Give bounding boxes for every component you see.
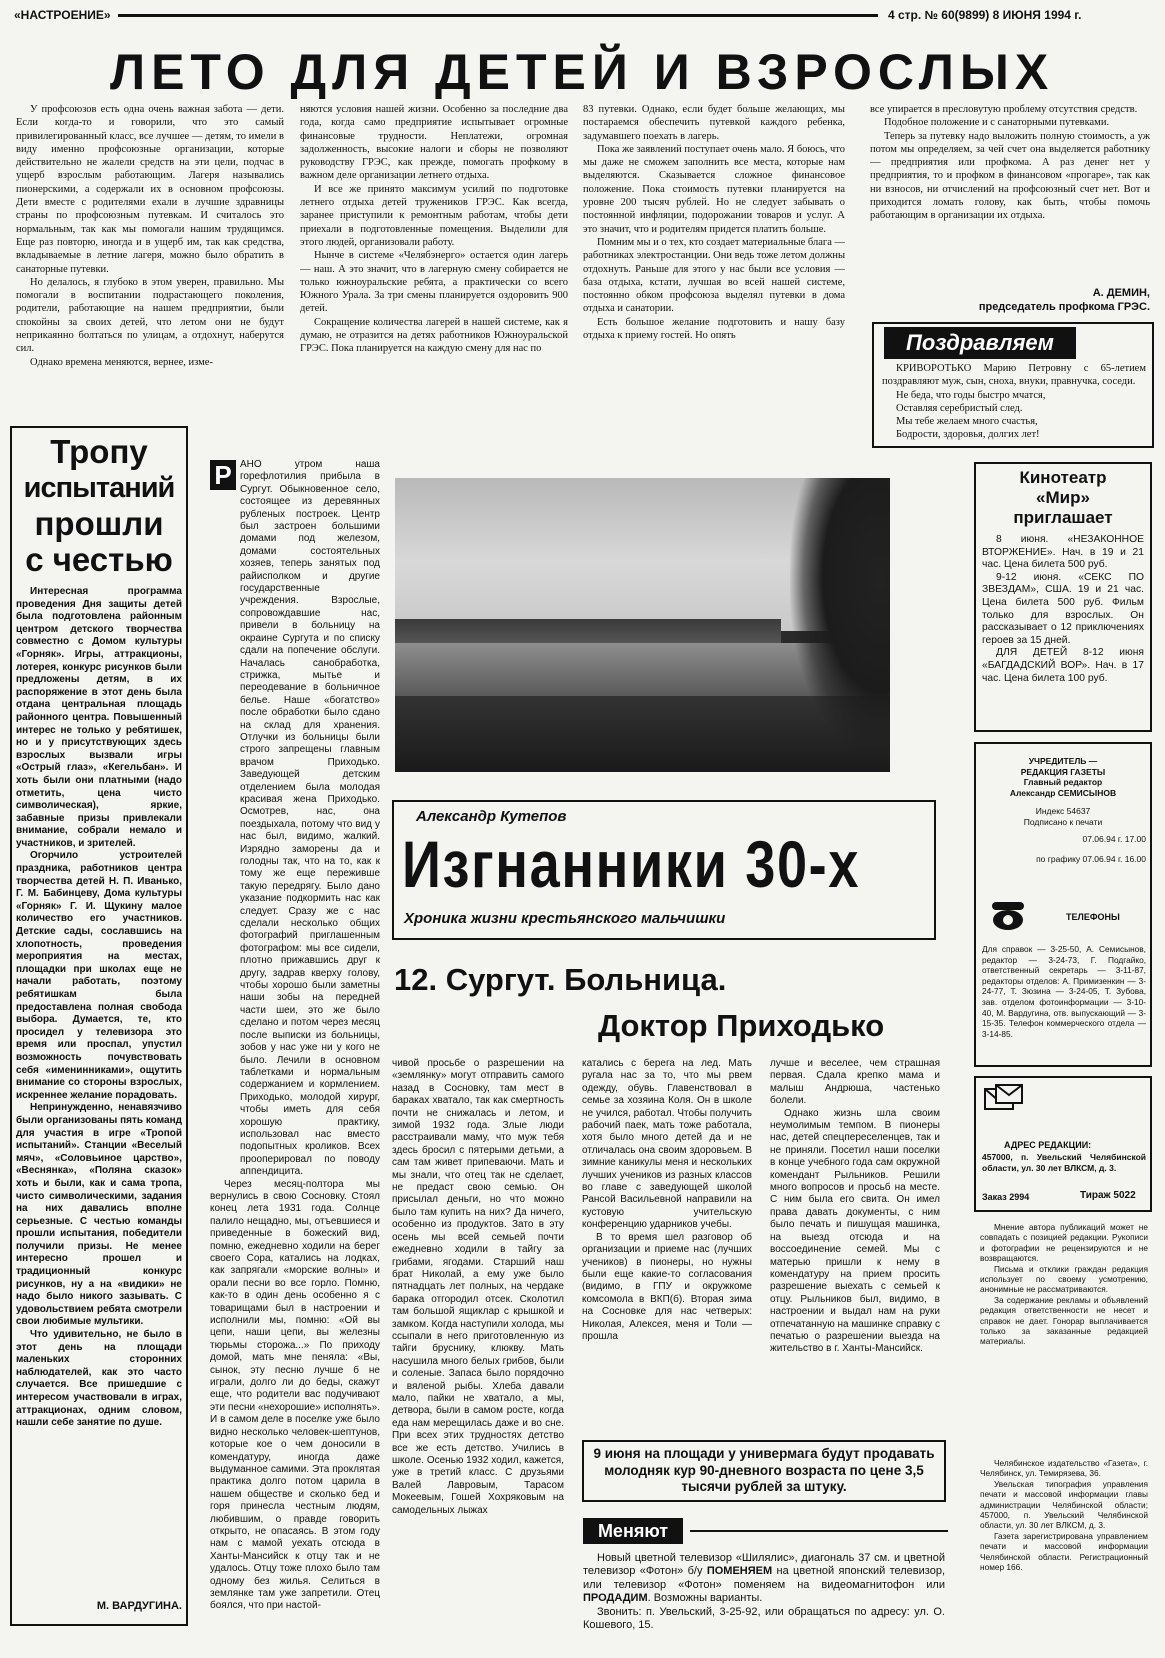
print-run: Тираж 5022 [1080,1190,1136,1201]
publisher-line: Газета зарегистрирована управлением печати и массовой информации Челябинской области. Регистрационный номер 166. [980,1530,1148,1573]
series-title: Изгнанники 30-х [402,827,861,901]
address-title: АДРЕС РЕДАКЦИИ: [1004,1140,1092,1150]
ad-chicks-text: 9 июня на площади у универмага будут продавать молодняк кур 90-дневного возраста по цене 3,5 тысячи рублей за штуку. [593,1446,935,1494]
cinema-listings [982,534,1144,728]
disclaimer-line: За содержание рекламы и объявлений редакция ответственности не несет и справок не дает. Гонорар выплачивается только за заказанные редакцией материалы. [980,1294,1148,1347]
paragraph: Теперь за путевку надо выложить полную стоимость, а уж потом мы определяем, за чей счет она выделяется работнику — предприятия или профкома. А раз денег нет у предприятия, то и профком в финансовом «прогаре», так как ни взносов, ни отчислений на профсоюзный счет нет. Вот и приходится ломать голову, как быть, чтобы помочь работающим в организации их отдыха. [870,130,1150,222]
imprint-schedule: по графику 07.06.94 г. 16.00 [1036,854,1146,864]
left-article-body [16,586,182,1596]
disclaimer-line: Мнение автора публикаций может не совпадать с позицией редакции. Рукописи и фотографии не рецензируются и не возвращаются. [980,1222,1148,1264]
imprint-line: Индекс 54637 [1035,806,1091,816]
kutepov-column-a [210,459,380,1639]
paragraph: У профсоюзов есть одна очень важная забота — дети. Если когда-то и говорили, что это самый привилегированный класс, все лучшее — детям, то имели в виду именно профсоюзные организации, которые действительно не жалели средств на эти цели, подчас в ущерб взрослым работающим. Лагеря назывались пионерскими, а содержали их в основном профсоюзы. Дети вместе с родителями ехали в лучшие здравницы страны по профсоюзным путевкам. И считалось это нормальным, так как мы помогали нашим трудящимся. Еще раз повторю, иногда и в ущерб им, так как средства, вкладываемые в летние лагеря, можно было обратить в санаторные путевки. [16,104,284,275]
lead-headline: ЛЕТО ДЛЯ ДЕТЕЙ И ВЗРОСЛЫХ [110,44,1055,100]
landscape-photo [395,478,890,772]
publisher-info [980,1458,1148,1628]
paragraph: Непринужденно, ненавязчиво были организованы пять команд для участия в игре «Тропой испытаний». Станции «Веселый мяч», «Соловьиное царство», «Веснянка», «Поляна сказок» хоть и были, как и сама тропа, чисто символическими, задания на них давались вполне серьезные. С честью команды прошли испытания, победители получили призы. Не менее интересно прошел и традиционный конкурс рисунков, ну а на «видики» не надо было никого зазывать. С удовольствием ребята смотрели свои любимые мультики. [16,1102,182,1328]
left-article-signature: М. ВАРДУГИНА. [96,1600,182,1612]
paragraph: 83 путевки. Однако, если будет больше желающих, мы постараемся обеспечить путевкой каждого ребенка, задумавшего поехать в лагерь. [583,104,845,142]
envelope-icon [984,1084,1024,1114]
screening: 9-12 июня. «СЕКС ПО ЗВЕЗДАМ», США. 19 и 21 час. Цена билета 500 руб. Фильм только для взрослых. Он рассказывает о 12 приключениях героев за 15 дней. [982,571,1144,646]
paragraph: И все же принято максимум усилий по подготовке летнего отдыха детей тружеников ГРЭС. Как всегда, заранее приступили к ремонтным работам, чтобы дети приехали в подготовленные помещения. Выделили для этого людей, организовали работу. [300,183,568,248]
left-article-headline [16,434,182,578]
paragraph: Интересная программа проведения Дня защиты детей была подготовлена районным центром детского творчества совместно с Домом культуры «Горняк». Игры, аттракционы, лотерея, конкурс рисунков были предложены детям, в их распоряжение в этот день была отдана центральная площадь районного центра. Повышенный интерес не только у ребятишек, но и у присутствующих здесь взрослых вызвали игры «Острый глаз», «Кегельбан». И хоть были они платными (надо отметить, цена чисто символическая), яркие, забавные призы привлекали внимание, собрали немало и участников, и зрителей. [16,586,182,849]
headline-line: испытаний [23,472,175,504]
kutepov-column-c [582,1058,752,1438]
verse-line: Бодрости, здоровья, долгих лет! [896,429,1040,441]
paragraph: Пока же заявлений поступает очень мало. Я боюсь, что мы даже не сможем заполнить все места, которые нам выделяются. Сказывается сложное финансовое положение. Пока стоимость путевки планируется на уровне 200 тысяч рублей. Но не следует забывать о постоянной инфляции, подорожании товаров и услуг. А это значит, что и родителям придется платить больше. [583,143,845,235]
masthead-rule [118,14,878,17]
paragraph: В то время шел разговор об организации и приеме нас (лучших учеников) в пионеры, но нужны были еще какие-то согласования (видимо, в ГПУ и окружкоме комсомола в ВКП(б). Вторая зима на Сосновке для нас четверых: Николая, Алексея, меня и Толи — прошла [582,1231,752,1342]
greeting-body: КРИВОРОТЬКО Марию Петровну с 65-летием поздравляют муж, сын, сноха, внуки, правнучка, соседи. [882,363,1146,388]
imprint-line: Главный редактор [1023,777,1103,787]
exchange-change: ПОМЕНЯЕМ [706,1565,773,1578]
exchange-text-a: Новый цветной телевизор «Шилялис», диагональ 37 см. и цветной телевизор «Фотон» б/у [583,1552,945,1578]
paragraph: лучше и веселее, чем страшная первая. Сдала крепко мама и малыш Андрюша, частенько болели. [770,1058,940,1107]
phones-text: Для справок — 3-25-50, А. Семисынов, редактор — 3-24-73, Г. Подгайко, ответственный секретарь — 3-11-87, редакторы отделов: А. Примизенкин — 3-24-77, Т. Зюзина — 3-24-05, Т. Зубова, зав. отделом фотоинформации — 3-10-40, М. Вардугина, отв. выпускающий — 3-15-35. Телефон коммерческого отдела — 3-14-85. [982,944,1146,1039]
photo-tree [790,478,890,758]
lead-column-4 [870,103,1150,283]
lead-signature [870,286,1150,314]
signature-title: председатель профкома ГРЭС. [978,301,1150,313]
verse-line: Не беда, что годы быстро мчатся, [896,389,1046,401]
exchange-label: Меняют [583,1518,683,1544]
telephone-icon [988,898,1028,932]
exchange-offer [583,1552,945,1606]
series-subtitle: Хроника жизни крестьянского мальчишки [404,910,726,927]
author-name: Александр Кутепов [416,808,567,825]
disclaimer-line: Письма и отклики граждан редакция использует по своему усмотрению, анонимные не рассматриваются. [980,1263,1148,1295]
exchange-contact: Звонить: п. Увельский, 3-25-92, или обращаться по адресу: ул. О. Кошевого, 15. [583,1605,945,1632]
paragraph: все упирается в пресловутую проблему отсутствия средств. [870,104,1138,115]
order-number: Заказ 2994 [982,1192,1030,1202]
kutepov-column-b [392,1058,564,1638]
greeting-text [882,362,1146,446]
paragraph: Что удивительно, не было в этот день на площади маленьких сторонних наблюдателей, как это часто случается. Все пришедшие с интересом участвовали в играх, аттракционах, одним словом, нашли себе занятие по душе. [16,1329,182,1429]
paragraph: Однако жизнь шла своим неумолимым темпом. В пионеры нас, детей спецпереселенцев, так и не приняли. Посетил наши поселки в конце учебного года сам окружной комендант Рыльников. Решили много вопросов и просьб на месте. С ним была его свита. Он имел права давать документы, с ним было печать и пишущая машинка, на выезд отсюда и на воссоединение семей. Мы с матерью пришли к нему в комендатуру на прием просить разрешение выехать с семьей к отцу. Рыльников был, видимо, в настроении и выдал нам на руки отпечатанную на машинке справку с печатью о разрешении выезда на жительство в г. Ханты-Мансийск. [770,1107,940,1355]
signature-name: А. ДЕМИН, [1092,287,1150,299]
imprint-index [980,806,1146,827]
imprint-founder [980,756,1146,798]
verse-line: Оставляя серебристый след. [896,402,1023,414]
publisher-line: Челябинское издательство «Газета», г. Челябинск, ул. Темирязева, 36. [980,1458,1148,1479]
paragraph: Нынче в системе «Челябэнерго» остается один лагерь — наш. А это значит, что в лагерную смену собирается не только южноуральские ребята, а практически со всего Южного Урала. За три смены планируется оздоровить 900 детей. [300,250,568,315]
paragraph: чивой просьбе о разрешении на «землянку» могут отправить самого назад в Сосновку, там мест в бараках хватало, так как смертность почти не снижалась и летом, и зимой 1932 года. Злые люди расстраивали маму, что муж тебя здесь бросил с пятерыми детьми, а сам там живет припеваючи. Мать и мы знали, что отец так не сделает, не предаст свою семью. Он присылал деньги, но что можно было там купить на них? Да ничего, особенно из продуктов. Зато в эту осень мы всей семьей почти ежедневно ходили в тайгу за грибами, ягодами. Старший наш брат Николай, а ему уже было пятнадцать лет полных, на чердаке барака отгородил отсек. Сколотил там большой ящиклар с крышкой и замком. Когда наступили холода, мы ссыпали в него приготовленную из тайги бруснику, клюкву. Мать насушила много белых грибов, были и соленые. Запаса было порядочно и вяленой рыбы. Хлеба давали мало, пайки не хватало, а мы, детвора, были в самом росте, когда еда нам мерещилась даже и во сне. При всех этих трудностях детство все же есть детство. Учились в школе. Осенью 1932 ходил, кажется, уже в третий класс. С друзьями Валей Лавровым, Тарасом Мокеевым, Гошей Хохряковым на самодельных лыжах [392,1058,564,1516]
paragraph: АНО утром наша горефлотилия прибыла в Сургут. Обыкновенное село, состоящее из деревянных рубленых построек. Центр был застроен большими домами под железом, домами состоятельных хозяев, теперь занятых под райисполком и другие государственные учреждения. Взрослые, сопровождавшие нас, привели в больницу на окраине Сургута и по списку сдали на попечение обслуги. Началась санобработка, стрижка, мытье и переодевание в больничное белье. Наше «богатство» после обработки было сдано на склад для хранения. Отлучки из больницы были строго запрещены главным врачом Приходько. Заведующей детским отделением была молодая красивая жена Приходько. Осмотрев, нас, она поездыхала, потому что вид у нас был, видимо, жалкий. Изрядно заморены да и голодны так, что на то, как к тому же еще переживше такую передрягу. Было дано указание подкормить нас как следует. Сразу же с нас сделали несколько общих фотографий приглашенным фотографом: мы все сидели, плотно прижавшись друг к другу, задрав кверху голову, чтобы хорошо были заметны наши зобы на передней части шеи, это же было сделано и потом через месяц после выписки из больницы, зобов у нас уже ни у кого не было. Лечили в основном таблетками и нормальным содержанием и кормлением. Приходько, молодой хирург, чтобы иметь для себя хорошую практику, использовал нас вместо подопытных кроликов. Всех прооперировал по поводу аппендицита. [240,459,380,1178]
paragraph: няются условия нашей жизни. Особенно за последние два года, когда само предприятие испытывает огромные финансовые трудности. Неплатежи, огромная задолженность, высокие налоги и сборы не позволяют руководству ГРЭС, как прежде, помогать профкому в важном деле организации летнего отдыха. [300,104,568,182]
paragraph: Но делалось, я глубоко в этом уверен, правильно. Мы помогали в воспитании подрастающего поколения, родители, работающие на нашем предприятии, были спокойны за своих детей, что летом они не будут неприкаянно болтаться по улицам, а отдохнут, наберутся сил. [16,276,284,355]
cinema-title-line: приглашает [1013,508,1113,527]
lead-column-3 [583,103,845,413]
phones-title: ТЕЛЕФОНЫ [1066,912,1120,922]
section-title: «НАСТРОЕНИЕ» [14,8,111,22]
imprint-actual: 07.06.94 г. 17.00 [1082,834,1146,844]
paragraph: Через месяц-полтора мы вернулись в свою Сосновку. Стоял конец лета 1931 года. Солнце палило нещадно, мы, отъевшиеся и приведенные в божеский вид, помню, ежедневно ходили на берег своего Сора, катались на лодках, как запрягали «морские волны» и орали песни во все горло. Помню, как-то в один день особенно я с товарищами был в настроении и исполнили мы, помню: «Ой вы цепи, наши цепи, вы железны тюрьмы сторожа...» По приходу домой, мать мне пеняла: «Вы, сынок, эту песню лучше б не играли, долго ли до беды, скажут еще, что родители вас подучивают эти песни «нехорошие» исполнять». И в самом деле в поселке уже было видно несколько человек-шептунов, которые кое о чем доносили в комендатуру, иногда даже выдуманное самими. Эта проклятая практика долго потом царила в нашем обществе и сколько бед и горя принесла честным людям, любившим, о правде говорить открыто, не опасаясь. В этом году нам с мамой уехать отсюда в Ханты-Мансийск к отцу так и не удалось. Отцу тоже плохо было там одному без жилья. Селиться в землянке там уже запретили. Отец боялся, что при настой- [210,1178,380,1612]
kutepov-column-d [770,1058,940,1438]
screening: ДЛЯ ДЕТЕЙ 8-12 июня «БАГДАДСКИЙ ВОР». Нач. в 17 час. Цена билета 100 руб. [982,647,1144,684]
imprint-line: Александр СЕМИСЫНОВ [1009,787,1117,798]
exchange-sell: ПРОДАДИМ [583,1592,648,1605]
cinema-title [980,468,1146,528]
chapter-title: 12. Сургут. Больница. [394,962,727,997]
paragraph: Сокращение количества лагерей в нашей системе, как я думаю, не отразится на детях работников Южноуральской ГРЭС. Пока планируется на каждую смену для нас по [300,316,568,355]
publisher-line: Увельская типография управления печати и массовой информации главы администрации Челябинской области; 457000, п. Увельский Челябинской области, ул. 30 лет ВЛКСМ, д. 3. [980,1478,1148,1531]
cinema-title-line: Кинотеатр [1019,468,1107,487]
exchange-text-b: на цветной японский телевизор, или телевизор «Фотон» поменяем на видеомагнитофон или [583,1565,945,1591]
greeting-stamp: Поздравляем [884,327,1076,359]
exchange-text [583,1552,945,1632]
address-line: 457000, п. Увельский Челябинской области, ул. 30 лет ВЛКСМ, д. 3. [982,1152,1146,1173]
headline-line: прошли [34,505,164,542]
headline-line: с честью [25,541,173,578]
imprint-line: РЕДАКЦИЯ ГАЗЕТЫ [1020,766,1106,777]
paragraph: Помним мы и о тех, кто создает материальные блага — работниках электростанции. Они ведь тоже летом должны отдохнуть. Раньше для этого у нас были все условия — база отдыха, кстати, лучшая во всей нашей системе, постоянно обком профсоюза выделял путевки в дома отдыха и санатории. [583,236,845,315]
cinema-title-line: «Мир» [1036,488,1090,507]
imprint-line: Подписано к печати [1023,816,1103,827]
exchange-rule [690,1530,948,1532]
paragraph: Однако времена меняются, вернее, изме- [30,356,213,368]
photo-treeline [395,619,781,643]
exchange-text-c: . Возможны варианты. [647,1592,763,1605]
paragraph: катались с берега на лед. Мать ругала нас за то, что мы рвем одежду, обувь. Главенствовал в семье за хозяина Коля. Он в школе не учился, работал. Чтобы получить рабочий паек, мать тоже работала, хотя было много детей да и не отличалась она своим здоровьем. В зимние каникулы меня и нескольких лучших учеников из разных классов во главе с заведующей школой Рансой Васильевной направили на кустовую учительскую конференцию ударников учебы. [582,1058,752,1231]
disclaimer [980,1222,1148,1412]
lead-column-2 [300,103,568,413]
dropcap: Р [210,460,236,490]
address-text [982,1152,1146,1186]
greeting-verse [882,389,1146,442]
headline-line: Тропу [50,433,148,470]
chapter-subtitle: Доктор Приходько [598,1008,885,1043]
verse-line: Мы тебе желаем много счастья, [896,416,1038,428]
screening: 8 июня. «НЕЗАКОННОЕ ВТОРЖЕНИЕ». Нач. в 19 и 21 час. Цена билета 500 руб. [982,534,1144,571]
lead-column-1 [16,103,284,413]
paragraph: Есть большое желание подготовить и нашу базу отдыха к приему гостей. Но опять [583,316,845,342]
paragraph: Огорчило устроителей праздника, работников центра творчества детей Н. П. Иванько, Г. М. Бабинцеву, Дома культуры «Горняк» Г. И. Щукину малое количество его участников. Детские сады, сославшись на хлопотность, проведения мероприятия на местах, площадки при школах еще не начали работать, поэтому ребятишкам была предоставлена полная свобода выбора. Думается, те, кто просидел у телевизора это время или проспал, упустил возможность почувствовать себя «именинниками», ощутить внимание со стороны взрослых, искреннее желание порадовать. [16,850,182,1101]
phones-list [982,944,1146,1062]
paragraph: Подобное положение и с санаторными путевками. [884,117,1110,129]
imprint-line: УЧРЕДИТЕЛЬ — [1028,756,1098,766]
issue-info: 4 стр. № 60(9899) 8 ИЮНЯ 1994 г. [888,8,1082,22]
